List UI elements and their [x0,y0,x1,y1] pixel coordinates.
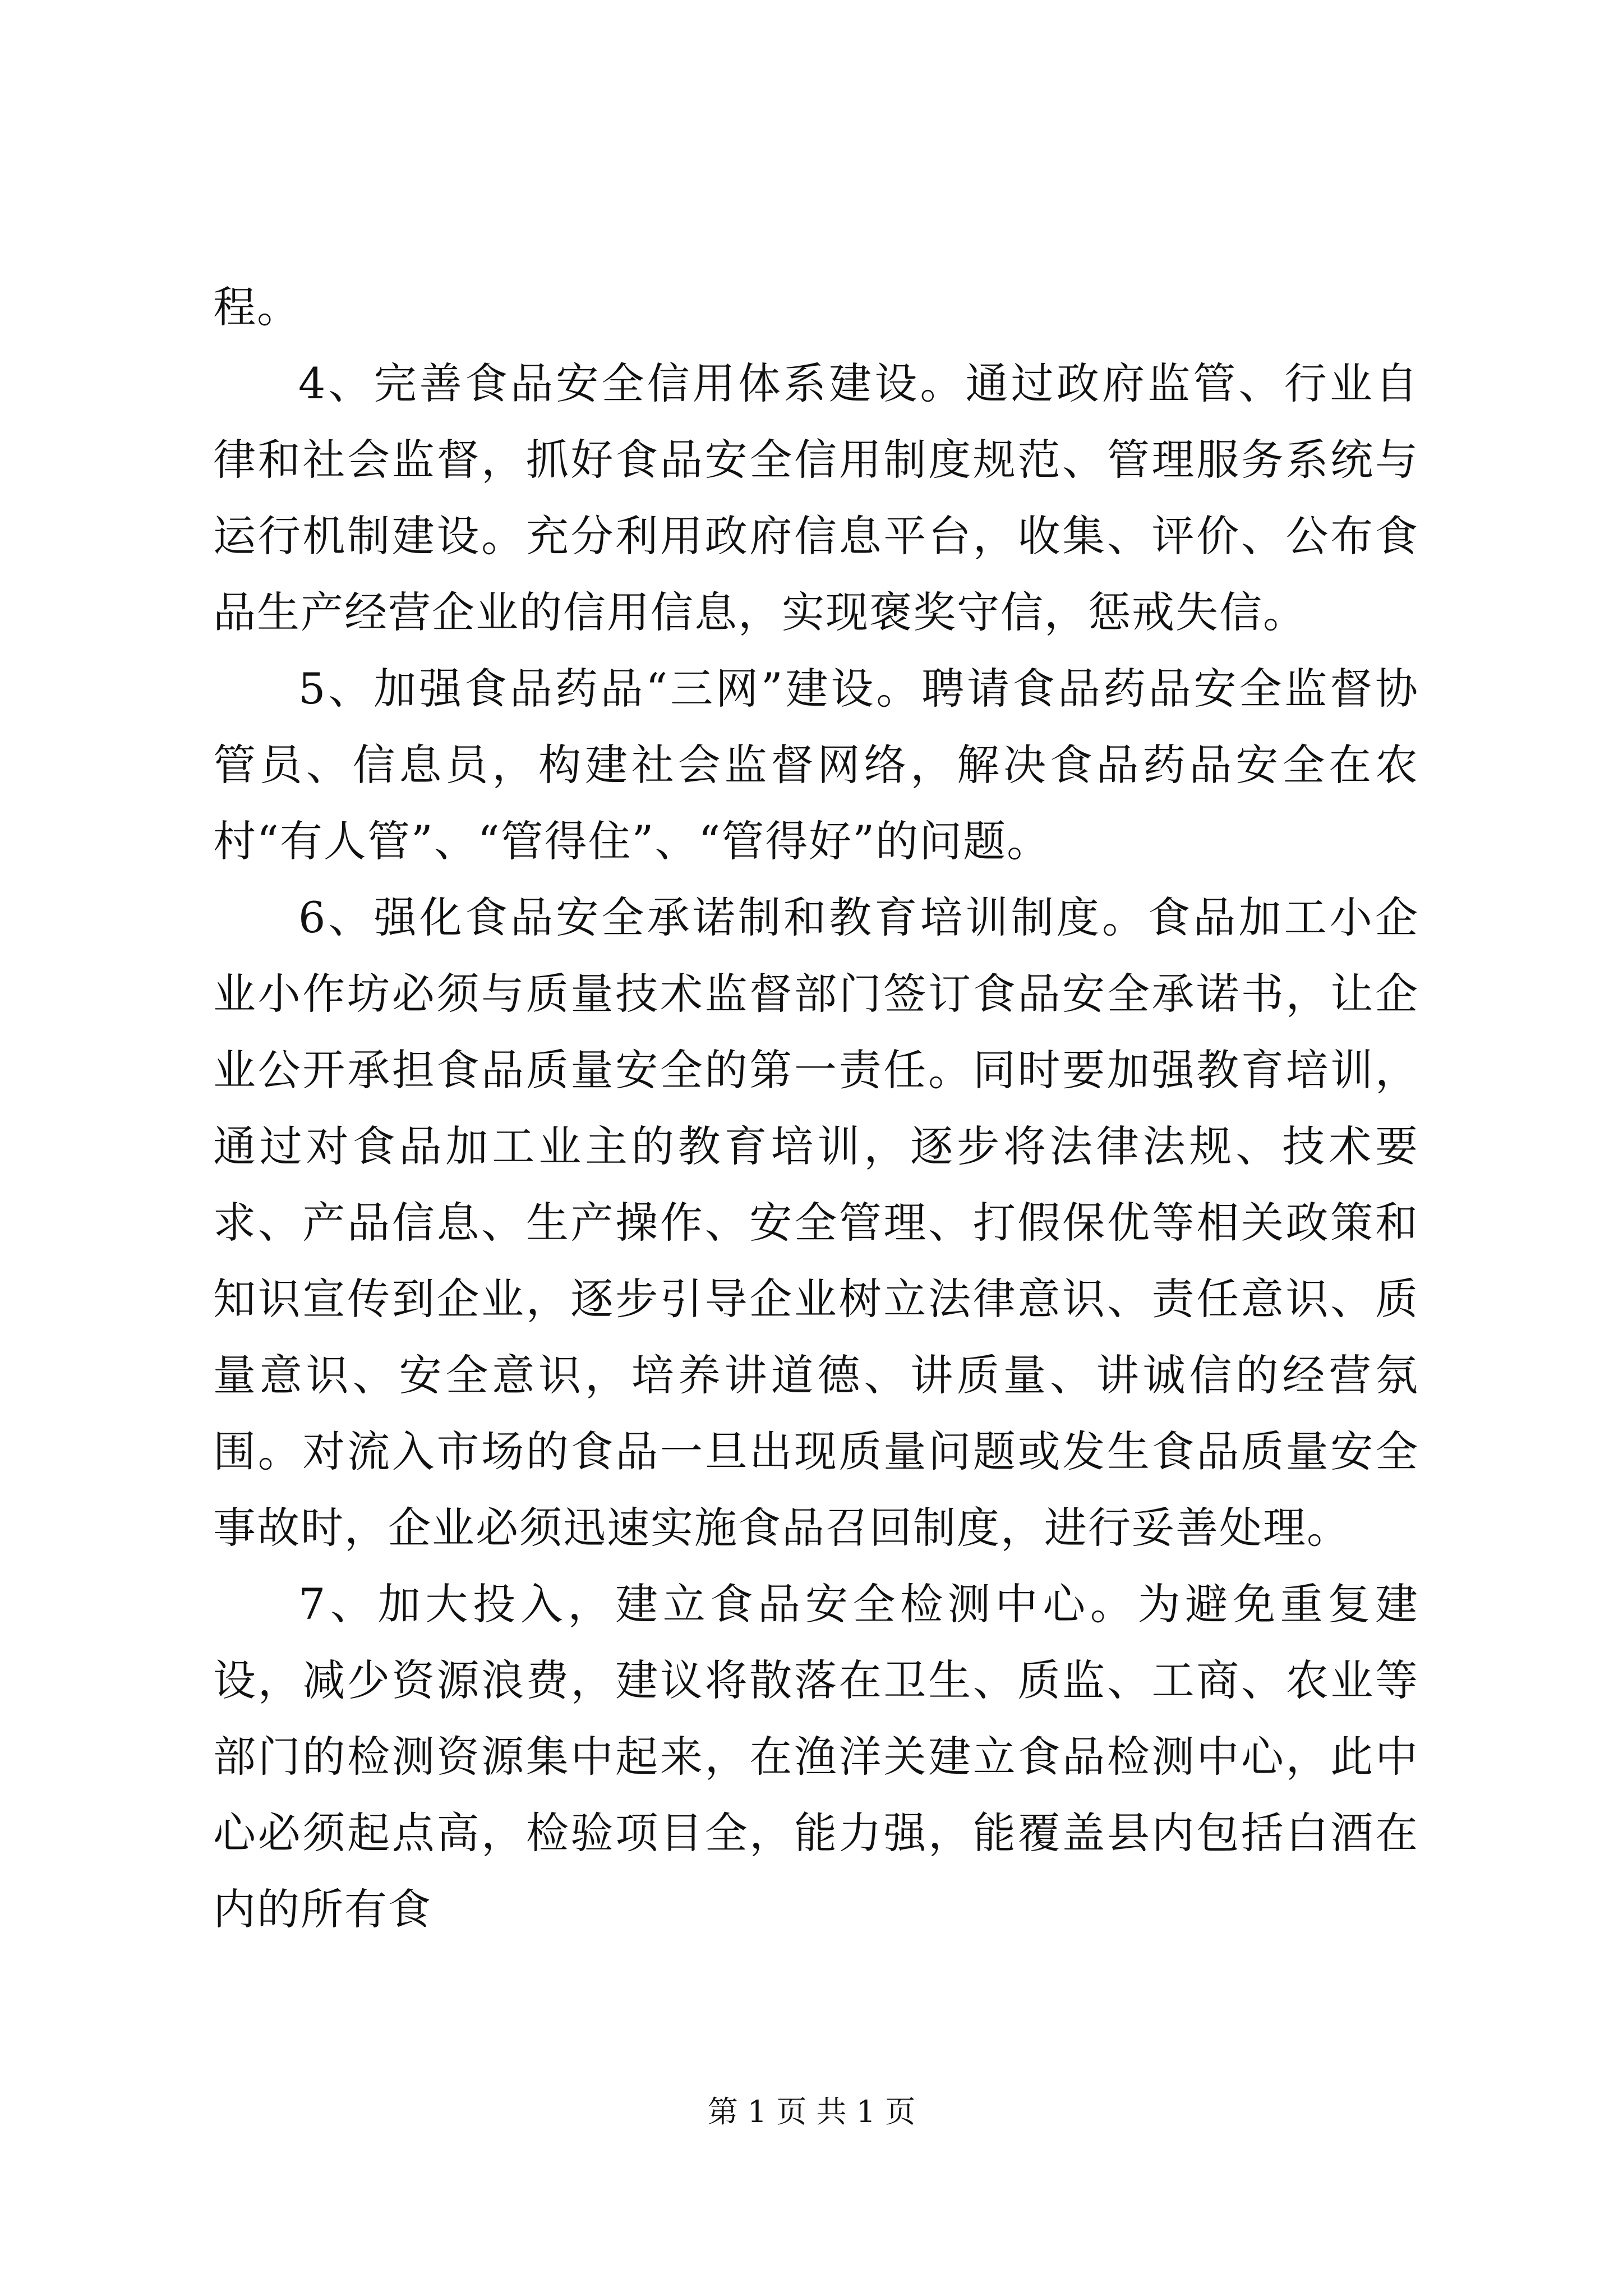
paragraph-continuation: 程。 [213,282,301,332]
page-footer: 第 1 页 共 1 页 [707,2094,916,2129]
paragraph-item-5: 5、加强食品药品“三网”建设。聘请食品药品安全监督协管员、信息员，构建社会监督网络，解决食品药品安全在农村“有人管”、“管得住”、“管得好”的问题。 [213,664,1419,866]
document-body [213,269,1419,1948]
paragraph-item-4: 4、完善食品安全信用体系建设。通过政府监管、行业自律和社会监督，抓好食品安全信用制度规范、管理服务系统与运行机制建设。充分利用政府信息平台，收集、评价、公布食品生产经营企业的信用信息，实现褒奖守信，惩戒失信。 [213,358,1419,637]
paragraph-item-7: 7、加大投入，建立食品安全检测中心。为避免重复建设，减少资源浪费，建议将散落在卫生、质监、工商、农业等部门的检测资源集中起来，在渔洋关建立食品检测中心，此中心必须起点高，检验项目全，能力强，能覆盖县内包括白酒在内的所有食 [213,1579,1419,1934]
paragraph-item-6: 6、强化食品安全承诺制和教育培训制度。食品加工小企业小作坊必须与质量技术监督部门签订食品安全承诺书，让企业公开承担食品质量安全的第一责任。同时要加强教育培训，通过对食品加工业主的教育培训，逐步将法律法规、技术要求、产品信息、生产操作、安全管理、打假保优等相关政策和知识宣传到企业，逐步引导企业树立法律意识、责任意识、质量意识、安全意识，培养讲道德、讲质量、讲诚信的经营氛围。对流入市场的食品一旦出现质量问题或发生食品质量安全事故时，企业必须迅速实施食品召回制度，进行妥善处理。 [213,892,1419,1553]
